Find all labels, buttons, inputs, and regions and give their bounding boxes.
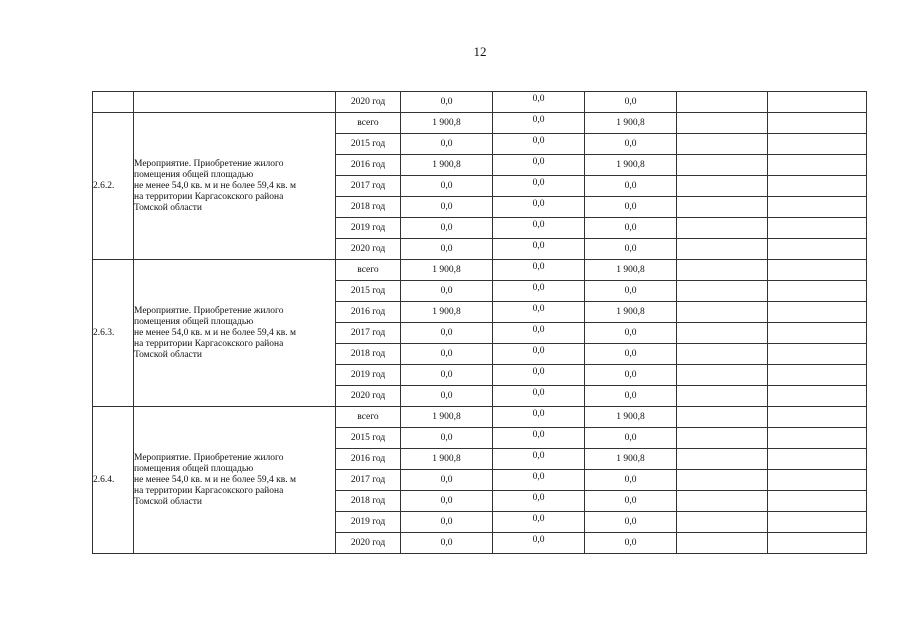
empty-cell (677, 533, 768, 554)
empty-cell (768, 365, 867, 386)
empty-cell (768, 92, 867, 113)
total-cell: 0,0 (401, 365, 493, 386)
empty-cell (768, 449, 867, 470)
page-number: 12 (473, 44, 487, 59)
value-col1-cell (493, 533, 585, 554)
table-row (93, 260, 867, 281)
year-cell: 2019 год (336, 512, 401, 533)
value-col1-cell (493, 260, 585, 281)
total-cell: 0,0 (401, 92, 493, 113)
year-cell: 2020 год (336, 92, 401, 113)
table-row (93, 92, 867, 113)
empty-cell (677, 323, 768, 344)
empty-cell (768, 302, 867, 323)
empty-cell (768, 239, 867, 260)
year-cell: 2018 год (336, 491, 401, 512)
value-col1-cell-text: 0,0 (532, 429, 545, 440)
year-cell: 2020 год (336, 533, 401, 554)
empty-cell (677, 92, 768, 113)
empty-cell (677, 407, 768, 428)
value-col1-cell-text: 0,0 (532, 534, 545, 545)
total-cell: 0,0 (401, 218, 493, 239)
total-cell: 0,0 (401, 239, 493, 260)
value-col1-cell (493, 323, 585, 344)
year-cell: 2018 год (336, 197, 401, 218)
year-cell: 2016 год (336, 302, 401, 323)
measure-number: 2.6.2. (93, 113, 134, 260)
year-cell: 2017 год (336, 470, 401, 491)
value-col2-cell: 0,0 (585, 239, 677, 260)
value-col2-cell: 0,0 (585, 365, 677, 386)
empty-cell (677, 155, 768, 176)
total-cell: 0,0 (401, 470, 493, 491)
value-col1-cell (493, 512, 585, 533)
value-col1-cell (493, 344, 585, 365)
value-col1-text: 0,0 (532, 93, 545, 104)
value-col1-cell-text: 0,0 (532, 261, 545, 272)
total-cell: 0,0 (401, 428, 493, 449)
total-cell: 0,0 (401, 281, 493, 302)
value-col2-cell: 0,0 (585, 92, 677, 113)
empty-cell (768, 386, 867, 407)
value-col1-cell-text: 0,0 (532, 135, 545, 146)
value-col1-cell-text: 0,0 (532, 366, 545, 377)
value-col1-cell-text: 0,0 (532, 219, 545, 230)
total-cell: 0,0 (401, 197, 493, 218)
year-cell: 2015 год (336, 281, 401, 302)
year-cell: 2015 год (336, 134, 401, 155)
empty-cell (677, 512, 768, 533)
total-cell: 0,0 (401, 512, 493, 533)
empty-cell (677, 365, 768, 386)
value-col1-cell-text: 0,0 (532, 240, 545, 251)
measure-name: Мероприятие. Приобретение жилого помещения общей площадью не менее 54,0 кв. м и не более 59,4 кв. м на территории Каргасокского района Томской области (134, 260, 336, 407)
value-col1-cell (493, 197, 585, 218)
budget-table (92, 91, 867, 554)
empty-cell (677, 386, 768, 407)
empty-cell (768, 218, 867, 239)
total-cell: 0,0 (401, 344, 493, 365)
empty-cell (677, 239, 768, 260)
value-col1-cell-text: 0,0 (532, 282, 545, 293)
empty-cell (768, 533, 867, 554)
total-cell: 1 900,8 (401, 155, 493, 176)
empty-cell (768, 323, 867, 344)
value-col2-cell: 0,0 (585, 218, 677, 239)
empty-cell (677, 134, 768, 155)
value-col1-cell (493, 239, 585, 260)
empty-cell (768, 134, 867, 155)
value-col1-cell (493, 134, 585, 155)
value-col1-cell-text: 0,0 (532, 114, 545, 125)
value-col1-cell-text: 0,0 (532, 156, 545, 167)
empty-cell (677, 470, 768, 491)
value-col1-cell-text: 0,0 (532, 408, 545, 419)
total-cell: 1 900,8 (401, 302, 493, 323)
total-cell: 0,0 (401, 323, 493, 344)
total-cell: 0,0 (401, 176, 493, 197)
total-cell: 0,0 (401, 491, 493, 512)
empty-cell (768, 344, 867, 365)
empty-cell (768, 470, 867, 491)
empty-cell (768, 281, 867, 302)
total-cell: 0,0 (401, 386, 493, 407)
empty-cell (768, 491, 867, 512)
value-col1-cell-text: 0,0 (532, 198, 545, 209)
value-col2-cell: 0,0 (585, 470, 677, 491)
total-cell: 0,0 (401, 533, 493, 554)
year-cell: 2016 год (336, 449, 401, 470)
value-col1-cell (493, 491, 585, 512)
empty-cell (677, 302, 768, 323)
value-col2-cell: 0,0 (585, 386, 677, 407)
value-col1-cell-text: 0,0 (532, 450, 545, 461)
empty-cell (677, 113, 768, 134)
value-col1-cell (493, 407, 585, 428)
measure-name: Мероприятие. Приобретение жилого помещения общей площадью не менее 54,0 кв. м и не более 59,4 кв. м на территории Каргасокского района Томской области (134, 407, 336, 554)
value-col1-cell (493, 281, 585, 302)
budget-table-body (93, 92, 867, 554)
empty-cell (768, 512, 867, 533)
empty-cell (677, 281, 768, 302)
measure-name-cell (134, 92, 336, 113)
value-col2-cell: 0,0 (585, 197, 677, 218)
value-col1-cell (493, 218, 585, 239)
measure-number: 2.6.4. (93, 407, 134, 554)
empty-cell (677, 197, 768, 218)
empty-cell (677, 344, 768, 365)
value-col1-cell (493, 176, 585, 197)
empty-cell (677, 260, 768, 281)
value-col1-cell (493, 155, 585, 176)
value-col1-cell (493, 449, 585, 470)
total-cell: 1 900,8 (401, 407, 493, 428)
value-col2-cell: 0,0 (585, 491, 677, 512)
year-cell: всего (336, 407, 401, 428)
empty-cell (768, 428, 867, 449)
value-col1-cell-text: 0,0 (532, 513, 545, 524)
value-col1-cell (493, 302, 585, 323)
year-cell: 2019 год (336, 365, 401, 386)
total-cell: 0,0 (401, 134, 493, 155)
total-cell: 1 900,8 (401, 113, 493, 134)
year-cell: 2020 год (336, 239, 401, 260)
empty-cell (768, 197, 867, 218)
value-col2-cell: 0,0 (585, 428, 677, 449)
year-cell: всего (336, 260, 401, 281)
year-cell: 2020 год (336, 386, 401, 407)
value-col1-cell-text: 0,0 (532, 177, 545, 188)
empty-cell (677, 176, 768, 197)
year-cell: 2019 год (336, 218, 401, 239)
empty-cell (677, 491, 768, 512)
year-cell: 2015 год (336, 428, 401, 449)
value-col2-cell: 1 900,8 (585, 155, 677, 176)
value-col1-cell-text: 0,0 (532, 303, 545, 314)
value-col1-cell-text: 0,0 (532, 492, 545, 503)
empty-cell (677, 218, 768, 239)
total-cell: 1 900,8 (401, 260, 493, 281)
value-col2-cell: 0,0 (585, 323, 677, 344)
value-col1-cell-text: 0,0 (532, 345, 545, 356)
value-col2-cell: 0,0 (585, 176, 677, 197)
value-col1-cell (493, 92, 585, 113)
empty-cell (677, 428, 768, 449)
value-col1-cell (493, 428, 585, 449)
empty-cell (768, 260, 867, 281)
value-col1-cell (493, 365, 585, 386)
table-row (93, 407, 867, 428)
value-col2-cell: 1 900,8 (585, 302, 677, 323)
value-col2-cell: 1 900,8 (585, 407, 677, 428)
value-col2-cell: 0,0 (585, 512, 677, 533)
year-cell: 2017 год (336, 176, 401, 197)
measure-name: Мероприятие. Приобретение жилого помещения общей площадью не менее 54,0 кв. м и не более 59,4 кв. м на территории Каргасокского района Томской области (134, 113, 336, 260)
value-col2-cell: 0,0 (585, 344, 677, 365)
value-col1-cell (493, 113, 585, 134)
total-cell: 1 900,8 (401, 449, 493, 470)
year-cell: 2016 год (336, 155, 401, 176)
value-col1-cell-text: 0,0 (532, 387, 545, 398)
value-col2-cell: 0,0 (585, 134, 677, 155)
value-col2-cell: 1 900,8 (585, 113, 677, 134)
row-number-cell (93, 92, 134, 113)
measure-number: 2.6.3. (93, 260, 134, 407)
empty-cell (768, 176, 867, 197)
value-col2-cell: 0,0 (585, 281, 677, 302)
value-col2-cell: 0,0 (585, 533, 677, 554)
value-col1-cell-text: 0,0 (532, 471, 545, 482)
table-row (93, 113, 867, 134)
value-col1-cell-text: 0,0 (532, 324, 545, 335)
value-col1-cell (493, 386, 585, 407)
value-col2-cell: 1 900,8 (585, 449, 677, 470)
year-cell: 2017 год (336, 323, 401, 344)
year-cell: всего (336, 113, 401, 134)
empty-cell (677, 449, 768, 470)
empty-cell (768, 155, 867, 176)
empty-cell (768, 113, 867, 134)
year-cell: 2018 год (336, 344, 401, 365)
empty-cell (768, 407, 867, 428)
value-col1-cell (493, 470, 585, 491)
value-col2-cell: 1 900,8 (585, 260, 677, 281)
